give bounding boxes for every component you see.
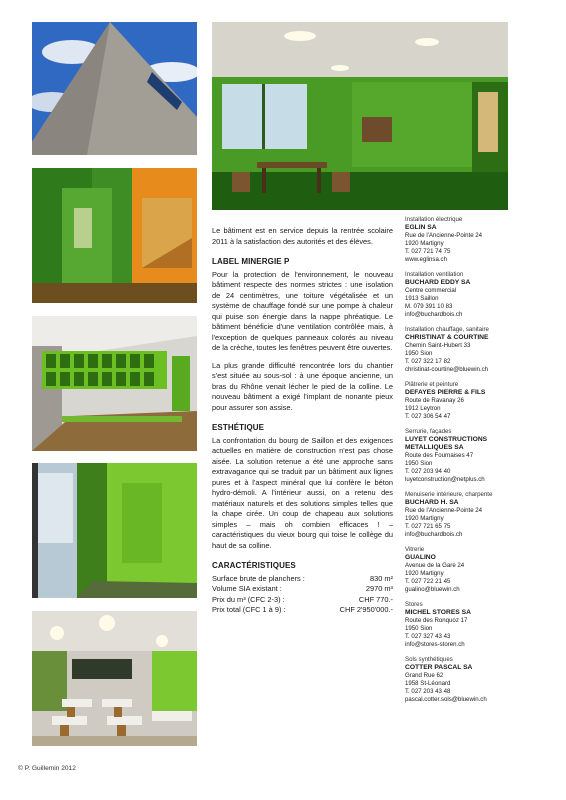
supplier-detail-line: pascal.cotter.sols@bluewin.ch [405, 696, 487, 703]
minergie-paragraph-2: La plus grande difficulté rencontrée lors du chantier s'est située au sous-sol : à une époque ancienne, un bras du Rhône venait lécher le pied de la colline. Le nouveau bâtiment a exigé l'implant de nonante pieux pour assurer son assise. [212, 360, 393, 412]
supplier-detail-line: T. 027 322 17 82 [405, 358, 451, 365]
supplier-detail-line: Route des Ronquoz 17 [405, 617, 468, 624]
supplier-detail-line: info@stores-storen.ch [405, 641, 465, 648]
supplier-detail-line: Route des Fournaises 47 [405, 452, 474, 459]
supplier-detail-line: T. 027 203 94 40 [405, 468, 451, 475]
intro-paragraph: Le bâtiment est en service depuis la rentrée scolaire 2011 à la satisfaction des autorités et des élèves. [212, 226, 393, 246]
spec-value: CHF 2'950'000.- [339, 605, 393, 614]
supplier-detail-line: luyetconstruction@netplus.ch [405, 476, 485, 483]
supplier-company: CHRISTINAT & COURTINE [405, 334, 489, 341]
supplier-detail-line: www.eglinsa.ch [405, 256, 447, 263]
supplier-company: BUCHARD EDDY SA [405, 279, 471, 286]
supplier-entry [405, 381, 523, 421]
supplier-category: Installation ventilation [405, 271, 464, 278]
photo-cubby-shelves [32, 316, 197, 451]
supplier-detail-line: info@buchardbois.ch [405, 531, 463, 538]
supplier-detail-line: T. 027 721 74 75 [405, 248, 451, 255]
supplier-detail-line: T. 027 327 43 43 [405, 633, 451, 640]
supplier-category: Menuiserie intérieure, charpente [405, 491, 493, 498]
spec-row [212, 605, 393, 616]
supplier-company: COTTER PASCAL SA [405, 664, 473, 671]
section-title-minergie: LABEL MINERGIE P [212, 257, 290, 266]
spec-value: 2970 m³ [365, 584, 393, 593]
supplier-category: Plâtrerie et peinture [405, 381, 459, 388]
photo-credit: © P. Guillemin 2012 [18, 765, 76, 772]
spec-label: Volume SIA existant : [212, 584, 282, 593]
photo-classroom [32, 611, 197, 746]
supplier-detail-line: T. 027 722 21 45 [405, 578, 451, 585]
supplier-entry [405, 491, 523, 539]
minergie-paragraph-1: Pour la protection de l'environnement, le nouveau bâtiment respecte des normes strictes : une isolation de 24 centimètres, une toiture végétalisée et un système de chauffage fondé sur une pompe à chaleur qui puise son énergie dans la nappe phréatique. Le bâtiment bénéficie d'une ventilation contrôlée mais, à l'exception de quelques panneaux colorés au niveau de la crèche, toutes les fenêtres peuvent être ouvertes. [212, 269, 393, 352]
supplier-detail-line: Chemin Saint-Hubert 33 [405, 342, 471, 349]
supplier-detail-line: gualino@bluewin.ch [405, 586, 460, 593]
specs-title: CARACTÉRISTIQUES [212, 561, 296, 570]
supplier-detail-line: T. 027 721 65 75 [405, 523, 451, 530]
supplier-list [405, 216, 523, 711]
supplier-company: MICHEL STORES SA [405, 609, 471, 616]
supplier-entry [405, 601, 523, 649]
supplier-detail-line: Avenue de la Gare 24 [405, 562, 465, 569]
supplier-category: Vitrerie [405, 546, 425, 553]
supplier-category: Installation chauffage, sanitaire [405, 326, 489, 333]
supplier-category: Stores [405, 601, 423, 608]
spec-label: Prix total (CFC 1 à 9) : [212, 605, 286, 614]
spec-value: 830 m² [369, 573, 393, 583]
supplier-detail-line: 1950 Sion [405, 350, 433, 357]
supplier-company: GUALINO [405, 554, 436, 561]
supplier-detail-line: T. 027 306 54 47 [405, 413, 451, 420]
supplier-detail-line: info@buchardbois.ch [405, 311, 463, 318]
photo-building-exterior [32, 22, 197, 155]
supplier-entry [405, 326, 523, 374]
esthetique-paragraph: La confrontation du bourg de Saillon et des exigences actuelles en matière de construction n'est pas chose aisée. La solution retenue a été une approche sans extravagance qui se traduit par un bâtiment aux lignes pures et à l'aspect minéral que lui confère le béton hydro-démoli. A l'intérieur aussi, on a retenu des matériaux naturels et des solutions simples telles que la chape cirée. Un coup de chapeau aux solutions simples – mais oh combien efficaces ! – caractéristiques du vieux bourg qui toise le collège du haut de sa colline. [212, 435, 393, 550]
photo-green-corridor [32, 168, 197, 303]
spec-label: Surface brute de planchers : [212, 573, 305, 583]
supplier-company: DEFAYES PIERRE & FILS [405, 389, 486, 396]
spec-row [212, 584, 393, 595]
spec-row [212, 595, 393, 606]
supplier-entry [405, 216, 523, 264]
supplier-detail-line: 1920 Martigny [405, 570, 444, 577]
supplier-category: Sols synthétiques [405, 656, 453, 663]
supplier-company: EGLIN SA [405, 224, 437, 231]
supplier-detail-line: Rue de l'Ancienne-Pointe 24 [405, 232, 483, 239]
supplier-detail-line: 1920 Martigny [405, 240, 444, 247]
supplier-detail-line: 1913 Saillon [405, 295, 439, 302]
supplier-detail-line: 1912 Leytron [405, 405, 441, 412]
supplier-detail-line: Route de Ravanay 26 [405, 397, 464, 404]
supplier-detail-line: 1958 St-Léonard [405, 680, 451, 687]
supplier-company: LUYET CONSTRUCTIONS METALLIQUES SA [405, 436, 488, 451]
spec-label: Prix du m³ (CFC 2-3) : [212, 594, 285, 604]
supplier-entry [405, 546, 523, 594]
supplier-detail-line: Centre commercial [405, 287, 457, 294]
spec-value: CHF 770.- [358, 594, 393, 604]
supplier-detail-line: christinat-courtine@bluewin.ch [405, 366, 489, 373]
supplier-entry [405, 656, 523, 704]
supplier-category: Installation électrique [405, 216, 463, 223]
supplier-detail-line: 1950 Sion [405, 460, 433, 467]
supplier-detail-line: T. 027 203 43 48 [405, 688, 451, 695]
supplier-category: Serrurie, façades [405, 428, 452, 435]
photo-green-classroom [212, 22, 508, 210]
supplier-company: BUCHARD H. SA [405, 499, 459, 506]
supplier-entry [405, 271, 523, 319]
supplier-detail-line: 1950 Sion [405, 625, 433, 632]
supplier-detail-line: Grand Rue 62 [405, 672, 444, 679]
spec-row [212, 574, 393, 585]
supplier-detail-line: M. 079 391 10 83 [405, 303, 453, 310]
supplier-detail-line: Rue de l'Ancienne-Pointe 24 [405, 507, 483, 514]
photo-window-corridor [32, 463, 197, 598]
section-title-esthetique: ESTHÉTIQUE [212, 423, 265, 432]
supplier-entry [405, 428, 523, 484]
article-body [212, 226, 393, 616]
supplier-detail-line: 1920 Martigny [405, 515, 444, 522]
specs-table [212, 574, 393, 616]
